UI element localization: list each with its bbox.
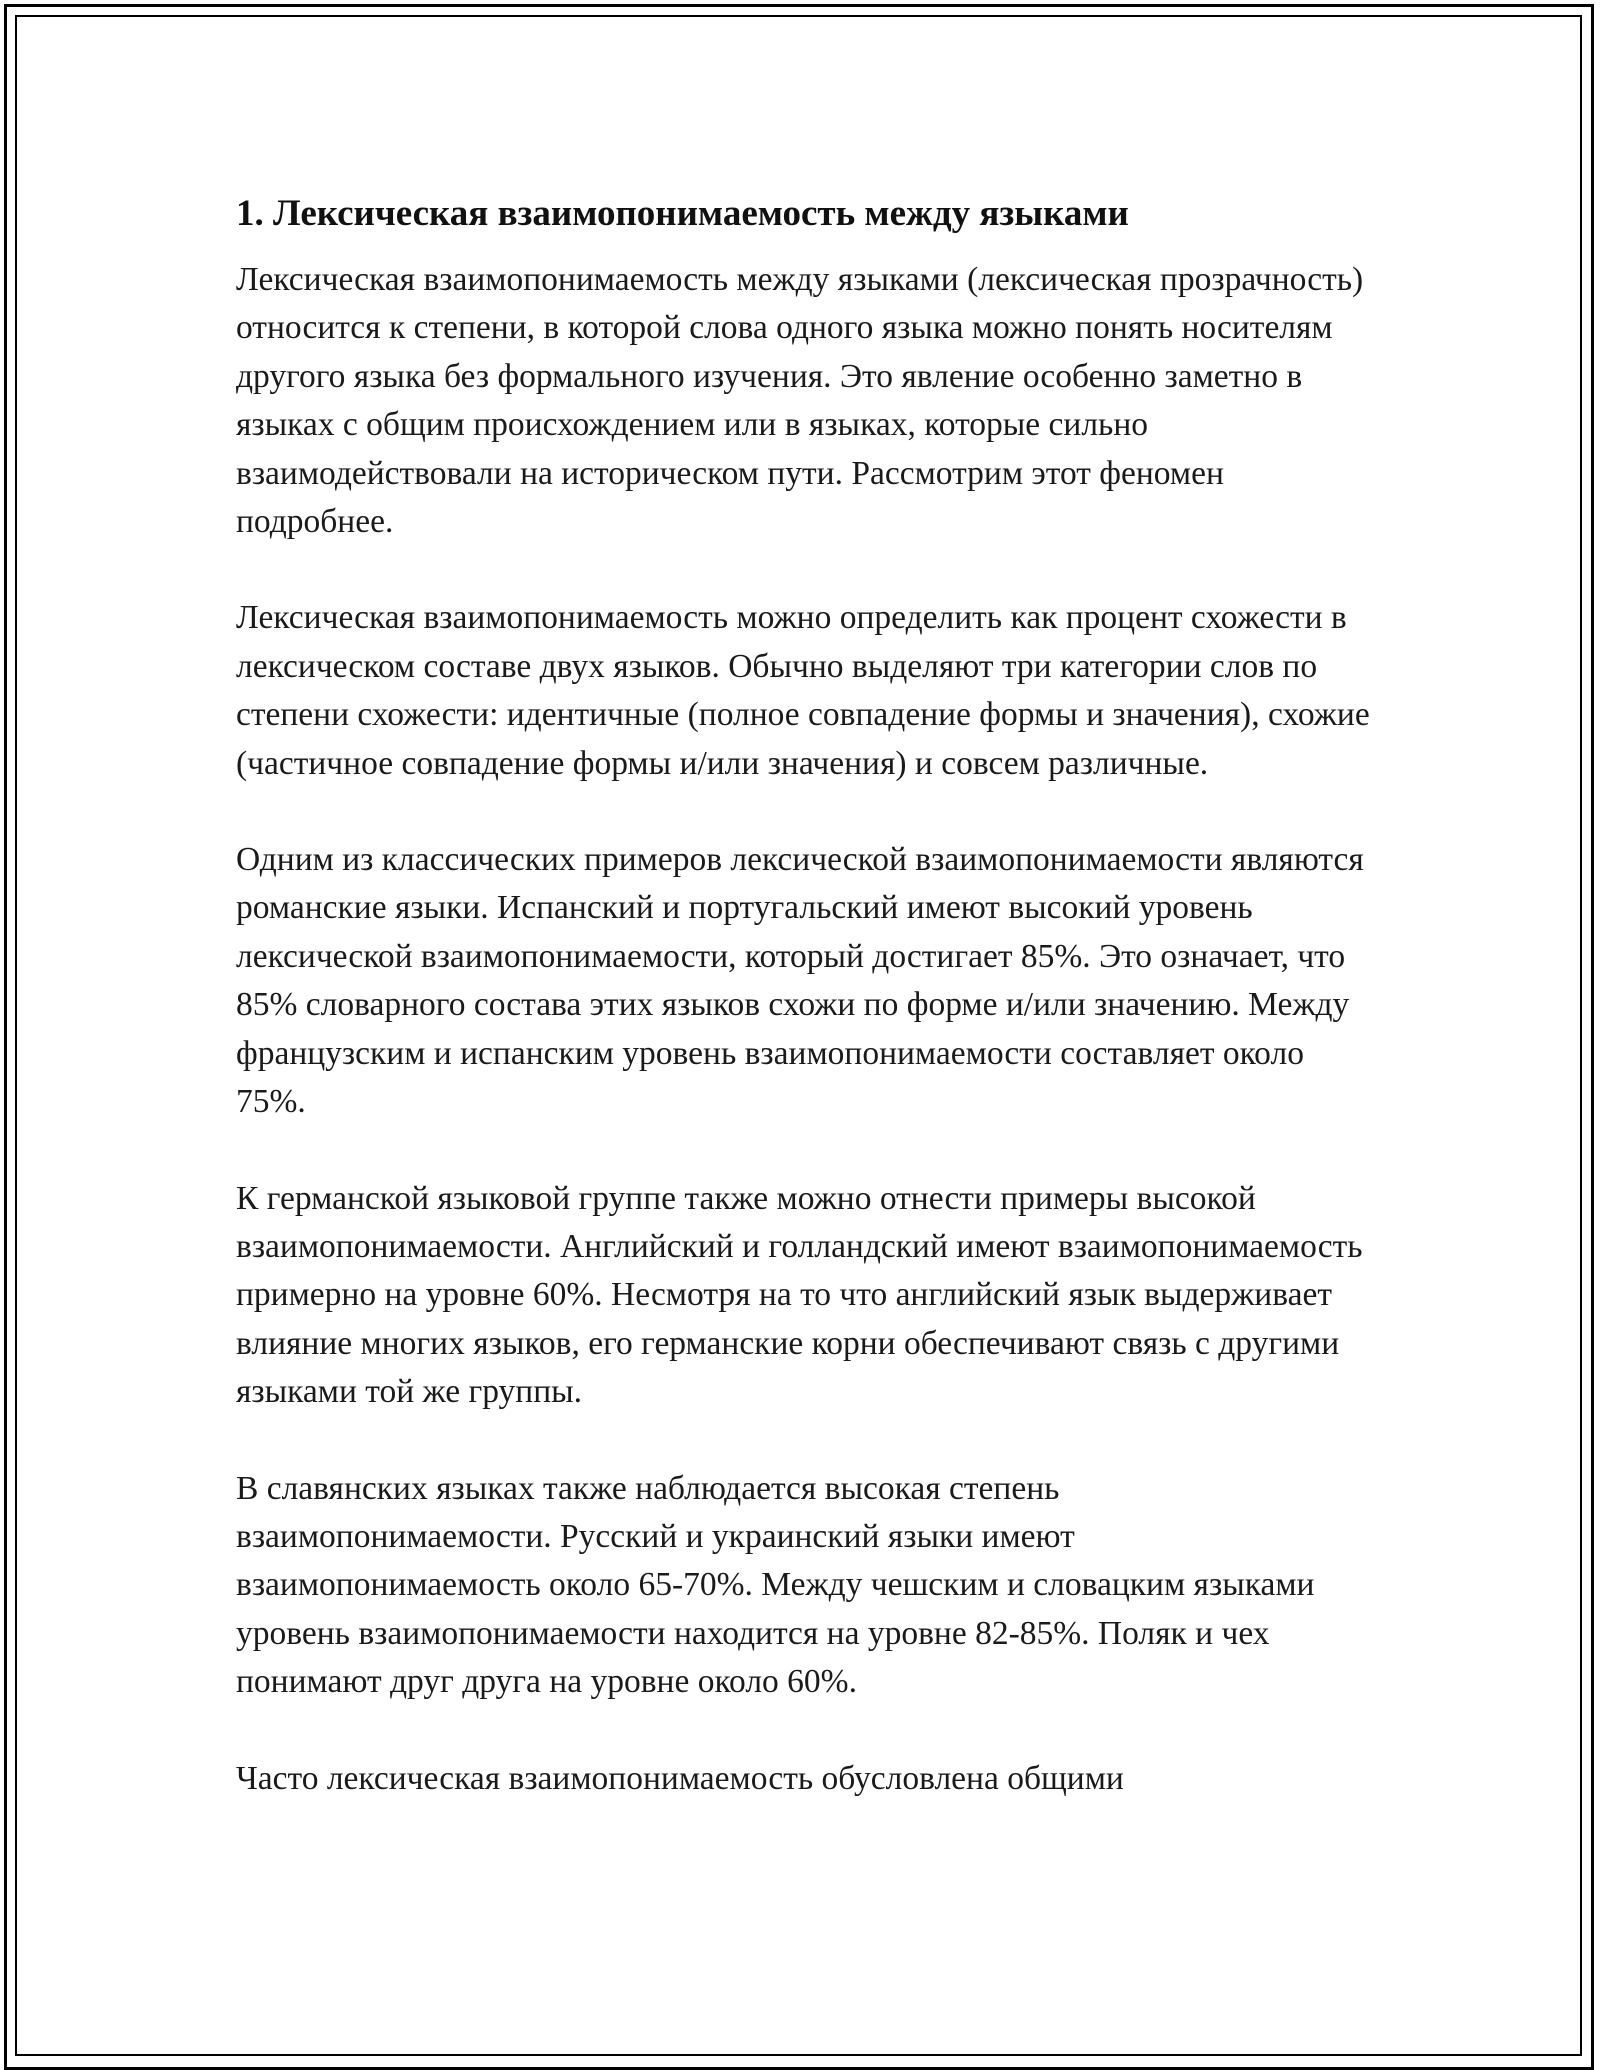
paragraph-definition: Лексическая взаимопонимаемость между языками (лексическая прозрачность) относится к степени, в которой слова одного языка можно понять носителям другого языка без формального изучения. Это явление особенно заметно в языках с общим происхождением или в языках, которые сильно взаимодействовали на историческом пути. Рассмотрим этот феномен подробнее. — [236, 261, 1364, 541]
paragraph-romance-languages: Одним из классических примеров лексической взаимопонимаемости являются романские языки. Испанский и португальский имеют высокий уровень лексической взаимопонимаемости, который достигает 85%. Это означает, что 85% словарного состава этих языков схожи по форме и/или значению. Между французским и испанским уровень взаимопонимаемости составляет около 75%. — [236, 841, 1364, 1121]
paragraph-categories: Лексическая взаимопонимаемость можно определить как процент схожести в лексическом составе двух языков. Обычно выделяют три категории слов по степени схожести: идентичные (полное совпадение формы и значения), схожие (частичное совпадение формы и/или значения) и совсем различные. — [236, 599, 1370, 782]
paragraph-slavic-languages: В славянских языках также наблюдается высокая степень взаимопонимаемости. Русский и украинский языки имеют взаимопонимаемость около 65-70%. Между чешским и словацким языками уровень взаимопонимаемости находится на уровне 82-85%. Поляк и чех понимают друг друга на уровне около 60%. — [236, 1469, 1315, 1701]
paragraph-common-origin: Часто лексическая взаимопонимаемость обусловлена общими — [236, 1759, 1124, 1797]
paragraph-germanic-languages: К германской языковой группе также можно отнести примеры высокой взаимопонимаемости. Английский и голландский имеют взаимопонимаемость примерно на уровне 60%. Несмотря на то что английский язык выдерживает влияние многих языков, его германские корни обеспечивают связь с другими языками той же группы. — [236, 1179, 1363, 1411]
document-body — [236, 188, 1376, 1851]
section-heading: 1. Лексическая взаимопонимаемость между языками — [236, 193, 1129, 234]
